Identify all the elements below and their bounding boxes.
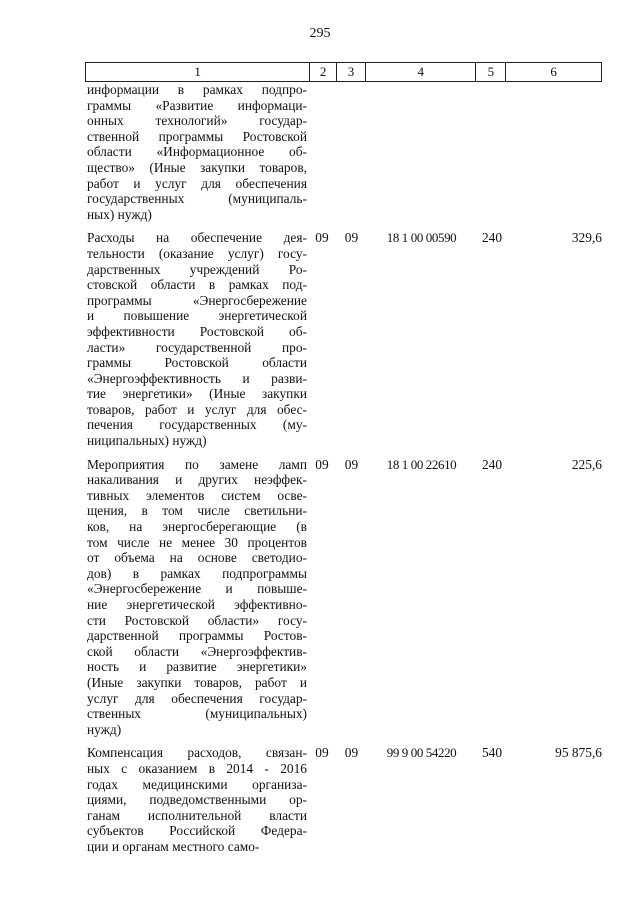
subsection-code: 09 [344, 230, 359, 246]
description-line: том числе не менее 30 процентов [87, 534, 307, 550]
description-line: ность и развитие энергетики» [87, 659, 307, 675]
description-line: онных технологий» государ- [87, 113, 307, 129]
expense-type-code: 240 [481, 456, 503, 472]
description-line: товаров, работ и услуг для обес- [87, 401, 307, 417]
table-row [85, 82, 602, 222]
description-line: Компенсация расходов, связан- [87, 745, 307, 761]
description-line: субъектов Российской Федера- [87, 823, 307, 839]
description-line: ниципальных) нужд) [87, 433, 207, 449]
description-line: «Энергоэффективность и разви- [87, 370, 307, 386]
row-description [85, 457, 307, 738]
description-line: программы «Энергосбережение [87, 292, 307, 308]
section-code [307, 82, 337, 222]
description-line: ных с оказанием в 2014 - 2016 [87, 760, 307, 776]
description-line: работ и услуг для обеспечения [87, 175, 307, 191]
header-col-4: 4 [366, 63, 477, 81]
description-line: тельности (оказание услуг) госу- [87, 245, 307, 261]
description-line: и повышение энергетической [87, 308, 307, 324]
target-article-code: 18 1 00 22610 [386, 456, 457, 472]
description-line: щество» (Иные закупки товаров, [87, 159, 307, 175]
description-line: граммы Ростовской области [87, 355, 307, 371]
description-line: годах медицинскими организа- [87, 776, 307, 792]
section-code: 09 [315, 230, 329, 246]
description-line: Мероприятия по замене ламп [87, 456, 307, 472]
description-line: области «Информационное об- [87, 144, 307, 160]
description-line: информации в рамках подпро- [87, 82, 307, 97]
description-line: ственной программы Ростовской [87, 128, 307, 144]
amount: 95 875,6 [555, 745, 602, 761]
row-description [85, 745, 307, 854]
description-line: ков, на энергосберегающие (в [87, 519, 307, 535]
description-line: нужд) [87, 721, 122, 737]
description-line: дов) в рамках подпрограммы [87, 565, 307, 581]
description-line: тие энергетики» (Иные закупки [87, 386, 307, 402]
description-line: печения государственных (му- [87, 417, 307, 433]
description-line: ласти» государственной про- [87, 339, 307, 355]
description-line: циями, подведомственными ор- [87, 792, 307, 808]
description-line: государственных (муниципаль- [87, 191, 307, 207]
description-line: накаливания и других неэффек- [87, 472, 307, 488]
section-code: 09 [315, 456, 329, 472]
page-number: 295 [309, 26, 331, 41]
target-article-code [366, 82, 477, 222]
table-body [85, 82, 602, 863]
description-line: ции и органам местного само- [87, 838, 260, 854]
header-col-6: 6 [550, 64, 557, 79]
expense-type-code: 540 [481, 745, 503, 761]
description-line: услуг для обеспечения государ- [87, 690, 307, 706]
row-description [85, 230, 307, 448]
header-col-2: 2 [310, 63, 337, 81]
row-description [85, 82, 307, 222]
amount: 329,6 [571, 230, 602, 246]
description-line: (Иные закупки товаров, работ и [87, 674, 307, 690]
description-line: дарственной программы Ростов- [87, 628, 307, 644]
expense-type-code: 240 [481, 230, 503, 246]
description-line: граммы «Развитие информаци- [87, 97, 307, 113]
subsection-code: 09 [344, 745, 359, 761]
header-col-1: 1 [86, 63, 310, 81]
description-line: ганам исполнительной власти [87, 807, 307, 823]
description-line: ных) нужд) [87, 206, 152, 222]
amount [507, 82, 602, 222]
description-line: щения, в том числе светильни- [87, 503, 307, 519]
description-line: ской области «Энергоэффектив- [87, 643, 307, 659]
description-line: от объема на основе светодио- [87, 550, 307, 566]
section-code: 09 [315, 745, 329, 761]
target-article-code: 99 9 00 54220 [386, 745, 457, 761]
table-row [85, 230, 602, 448]
header-col-5: 5 [476, 63, 506, 81]
description-line: тивных элементов систем осве- [87, 487, 307, 503]
expense-type-code [477, 82, 507, 222]
header-col-3: 3 [337, 63, 366, 81]
subsection-code: 09 [344, 456, 359, 472]
description-line: эффективности Ростовской об- [87, 323, 307, 339]
description-line: ственных (муниципальных) [87, 706, 307, 722]
description-line: сти Ростовской области» госу- [87, 612, 307, 628]
description-line: дарственных учреждений Ро- [87, 261, 307, 277]
description-line: «Энергосбережение и повыше- [87, 581, 307, 597]
table-header [85, 62, 602, 82]
amount: 225,6 [571, 456, 602, 472]
description-line: Расходы на обеспечение дея- [87, 230, 307, 246]
target-article-code: 18 1 00 00590 [386, 230, 457, 246]
table-row [85, 457, 602, 738]
description-line: стовской области в рамках под- [87, 277, 307, 293]
table-row [85, 745, 602, 854]
subsection-code [337, 82, 366, 222]
description-line: ние энергетической эффективно- [87, 597, 307, 612]
